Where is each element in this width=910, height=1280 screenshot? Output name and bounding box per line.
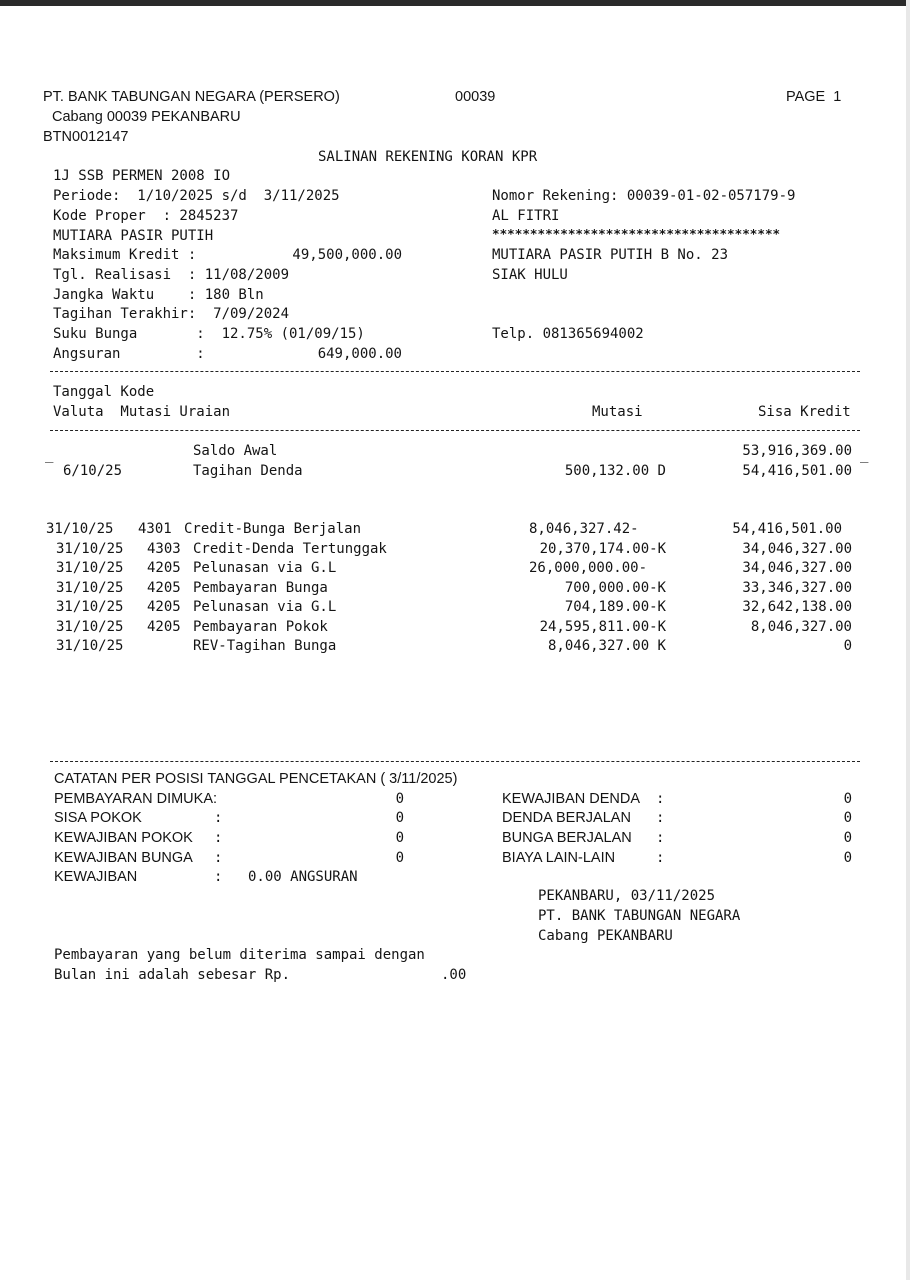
scan-top-border <box>0 0 910 6</box>
row-mutasi: 500,132.00 D <box>564 463 666 479</box>
column-header-mutasi: Mutasi <box>592 404 643 420</box>
catatan-label: KEWAJIBAN POKOK <box>54 830 193 846</box>
separator-line <box>50 430 860 431</box>
address-line-1: MUTIARA PASIR PUTIH B No. 23 <box>492 247 729 263</box>
footer-bank-name: PT. BANK TABUNGAN NEGARA <box>538 908 741 924</box>
branch-code: 00039 <box>455 89 496 105</box>
row-sisa-kredit: 0 <box>843 638 852 654</box>
payment-note-value: .00 <box>441 967 467 983</box>
row-date: 31/10/25 <box>56 560 124 576</box>
bank-name: PT. BANK TABUNGAN NEGARA (PERSERO) <box>43 89 340 105</box>
saldo-awal-label: Saldo Awal <box>193 443 278 459</box>
saldo-awal-value: 53,916,369.00 <box>742 443 852 459</box>
row-code: 4205 <box>147 619 181 635</box>
kewajiban-colon: : <box>214 869 223 885</box>
payment-note-line-2: Bulan ini adalah sebesar Rp. <box>54 967 291 983</box>
row-mutasi: 700,000.00-K <box>564 580 666 596</box>
catatan-label: DENDA BERJALAN <box>502 810 631 826</box>
row-mutasi: 20,370,174.00-K <box>539 541 666 557</box>
row-description: Pembayaran Bunga <box>193 580 328 596</box>
catatan-colon: : <box>214 850 223 866</box>
row-code: 4205 <box>147 580 181 596</box>
telephone: Telp. 081365694002 <box>492 326 644 342</box>
row-sisa-kredit: 8,046,327.00 <box>750 619 852 635</box>
tagihan-terakhir: Tagihan Terakhir: 7/09/2024 <box>53 306 290 322</box>
catatan-value: 0 <box>395 791 404 807</box>
catatan-colon: : <box>214 830 223 846</box>
catatan-colon: : <box>656 830 665 846</box>
catatan-value: 0 <box>395 850 404 866</box>
row-description: Credit-Bunga Berjalan <box>184 521 362 537</box>
row-date: 31/10/25 <box>56 638 124 654</box>
row-description: Pelunasan via G.L <box>193 560 337 576</box>
row-sisa-kredit: 54,416,501.00 <box>742 463 852 479</box>
catatan-value: 0 <box>843 791 852 807</box>
row-description: Credit-Denda Tertunggak <box>193 541 387 557</box>
row-code: 4205 <box>147 599 181 615</box>
row-sisa-kredit: 34,046,327.00 <box>742 541 852 557</box>
jangka-waktu: Jangka Waktu : 180 Bln <box>53 287 264 303</box>
row-mutasi: 24,595,811.00-K <box>539 619 666 635</box>
row-mutasi: 704,189.00-K <box>564 599 666 615</box>
catatan-title: CATATAN PER POSISI TANGGAL PENCETAKAN ( 3/11/2025) <box>54 771 458 787</box>
angsuran-label: Angsuran : <box>53 346 205 362</box>
row-date: 31/10/25 <box>56 599 124 615</box>
catatan-label: BUNGA BERJALAN <box>502 830 632 846</box>
kewajiban-value: 0.00 ANGSURAN <box>248 869 358 885</box>
maksimum-kredit-label: Maksimum Kredit : <box>53 247 197 263</box>
row-code: 4303 <box>147 541 181 557</box>
row-code: 4205 <box>147 560 181 576</box>
row-mutasi: 8,046,327.42- <box>529 521 639 537</box>
document-reference: BTN0012147 <box>43 129 129 145</box>
product-name: 1J SSB PERMEN 2008 IO <box>53 168 231 184</box>
address-line-2: SIAK HULU <box>492 267 568 283</box>
catatan-value: 0 <box>843 850 852 866</box>
catatan-label: KEWAJIBAN BUNGA <box>54 850 193 866</box>
row-marker-left: _ <box>45 447 54 463</box>
row-description: REV-Tagihan Bunga <box>193 638 337 654</box>
catatan-value: 0 <box>395 830 404 846</box>
row-code: 4301 <box>138 521 172 537</box>
maksimum-kredit-value: 49,500,000.00 <box>292 247 402 263</box>
row-mutasi: 26,000,000.00- <box>529 560 648 576</box>
column-header-sisa-kredit: Sisa Kredit <box>758 404 851 420</box>
row-date: 31/10/25 <box>56 580 124 596</box>
kode-proper: Kode Proper : 2845237 <box>53 208 239 224</box>
catatan-colon: : <box>656 810 665 826</box>
catatan-value: 0 <box>843 830 852 846</box>
catatan-label: PEMBAYARAN DIMUKA: <box>54 791 218 807</box>
row-date: 31/10/25 <box>46 521 114 537</box>
row-description: Tagihan Denda <box>193 463 303 479</box>
row-date: 31/10/25 <box>56 541 124 557</box>
separator-line <box>50 371 860 372</box>
catatan-label: BIAYA LAIN-LAIN <box>502 850 616 866</box>
catatan-colon: : <box>656 850 665 866</box>
catatan-value: 0 <box>395 810 404 826</box>
scan-right-edge <box>906 0 910 1280</box>
star-separator: ************************************** <box>492 226 781 241</box>
page-number: PAGE 1 <box>786 89 842 105</box>
project-name: MUTIARA PASIR PUTIH <box>53 228 214 244</box>
footer-branch: Cabang PEKANBARU <box>538 928 673 944</box>
row-date: 6/10/25 <box>63 463 123 479</box>
customer-name: AL FITRI <box>492 208 560 224</box>
row-description: Pembayaran Pokok <box>193 619 328 635</box>
catatan-label: KEWAJIBAN DENDA <box>502 791 641 807</box>
tgl-realisasi: Tgl. Realisasi : 11/08/2009 <box>53 267 290 283</box>
catatan-colon: : <box>214 810 223 826</box>
row-mutasi: 8,046,327.00 K <box>547 638 666 654</box>
payment-note-line-1: Pembayaran yang belum diterima sampai dengan <box>54 947 425 963</box>
row-marker-right: _ <box>860 447 869 463</box>
suku-bunga: Suku Bunga : 12.75% (01/09/15) <box>53 326 365 342</box>
periode: Periode: 1/10/2025 s/d 3/11/2025 <box>53 188 340 204</box>
branch-name: Cabang 00039 PEKANBARU <box>52 109 241 125</box>
page-title: SALINAN REKENING KORAN KPR <box>318 149 538 165</box>
column-header-tanggal-kode: Tanggal Kode <box>53 384 155 400</box>
row-sisa-kredit: 54,416,501.00 <box>732 521 842 537</box>
catatan-colon: : <box>656 791 665 807</box>
catatan-label: SISA POKOK <box>54 810 142 826</box>
place-date: PEKANBARU, 03/11/2025 <box>538 888 716 904</box>
row-date: 31/10/25 <box>56 619 124 635</box>
row-sisa-kredit: 34,046,327.00 <box>742 560 852 576</box>
row-description: Pelunasan via G.L <box>193 599 337 615</box>
catatan-value: 0 <box>843 810 852 826</box>
row-sisa-kredit: 32,642,138.00 <box>742 599 852 615</box>
angsuran-value: 649,000.00 <box>317 346 402 362</box>
separator-line <box>50 761 860 762</box>
column-header-valuta-uraian: Valuta Mutasi Uraian <box>53 404 231 420</box>
nomor-rekening: Nomor Rekening: 00039-01-02-057179-9 <box>492 188 796 204</box>
row-sisa-kredit: 33,346,327.00 <box>742 580 852 596</box>
kewajiban-label: KEWAJIBAN <box>54 869 138 885</box>
